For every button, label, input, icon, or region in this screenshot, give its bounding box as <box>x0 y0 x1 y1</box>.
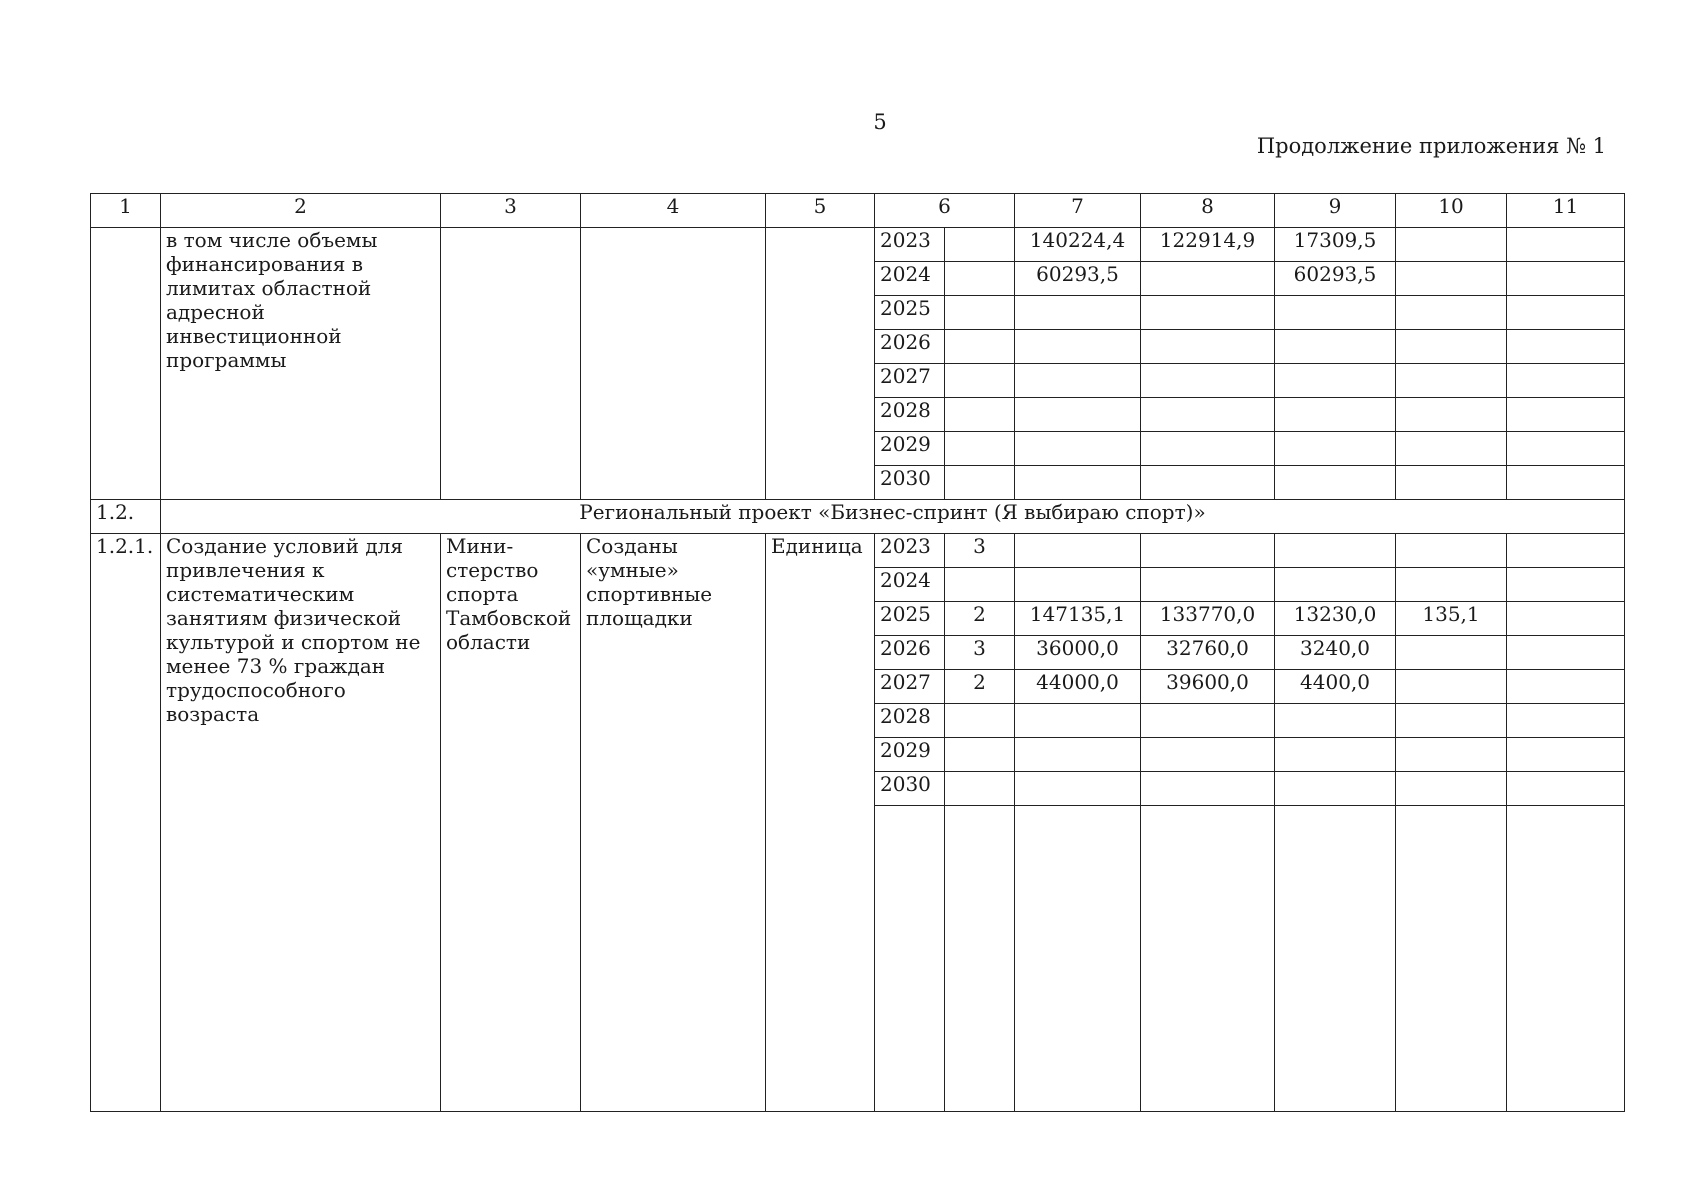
value-cell <box>1396 364 1507 398</box>
value-cell <box>1141 738 1275 772</box>
value-cell <box>1396 262 1507 296</box>
count-cell <box>945 568 1015 602</box>
value-cell <box>1507 568 1625 602</box>
count-cell <box>945 432 1015 466</box>
count-cell <box>945 228 1015 262</box>
value-cell: 140224,4 <box>1015 228 1141 262</box>
value-cell <box>1275 296 1396 330</box>
value-cell <box>1275 398 1396 432</box>
value-cell <box>1015 330 1141 364</box>
unit-cell: Единица <box>766 534 875 1112</box>
value-cell <box>1396 398 1507 432</box>
value-cell <box>1275 466 1396 500</box>
header-cell: 11 <box>1507 194 1625 228</box>
value-cell <box>1396 704 1507 738</box>
value-cell <box>1507 398 1625 432</box>
value-cell <box>1275 534 1396 568</box>
section-number: 1.2. <box>91 500 161 534</box>
year-cell: 2027 <box>875 364 945 398</box>
value-cell: 60293,5 <box>1015 262 1141 296</box>
header-cell: 10 <box>1396 194 1507 228</box>
value-cell <box>1141 772 1275 806</box>
value-cell <box>1396 772 1507 806</box>
count-cell: 3 <box>945 636 1015 670</box>
value-cell <box>1275 364 1396 398</box>
value-cell <box>1141 262 1275 296</box>
value-cell <box>1507 772 1625 806</box>
value-cell: 122914,9 <box>1141 228 1275 262</box>
value-cell <box>1015 296 1141 330</box>
header-cell: 7 <box>1015 194 1141 228</box>
value-cell <box>1396 296 1507 330</box>
value-cell <box>1141 296 1275 330</box>
value-cell <box>1396 806 1507 1112</box>
year-cell: 2024 <box>875 262 945 296</box>
count-cell <box>945 466 1015 500</box>
count-cell <box>945 738 1015 772</box>
year-cell: 2023 <box>875 228 945 262</box>
value-cell <box>1507 432 1625 466</box>
value-cell <box>1507 228 1625 262</box>
year-cell: 2028 <box>875 704 945 738</box>
value-cell <box>1015 806 1141 1112</box>
value-cell <box>1396 636 1507 670</box>
header-cell: 3 <box>441 194 581 228</box>
value-cell <box>1396 228 1507 262</box>
section-row <box>91 500 1625 534</box>
row-number-cell <box>91 228 161 500</box>
description-cell: в том числе объемы финансирования в лимитах областной адресной инвестиционной программы <box>161 228 441 500</box>
value-cell <box>1141 432 1275 466</box>
value-cell: 39600,0 <box>1141 670 1275 704</box>
header-cell: 1 <box>91 194 161 228</box>
value-cell <box>1015 772 1141 806</box>
value-cell <box>1396 432 1507 466</box>
value-cell: 133770,0 <box>1141 602 1275 636</box>
count-cell <box>945 806 1015 1112</box>
value-cell <box>1141 534 1275 568</box>
value-cell <box>1015 534 1141 568</box>
continuation-note: Продолжение приложения № 1 <box>1256 134 1606 158</box>
header-cell: 4 <box>581 194 766 228</box>
value-cell <box>1275 738 1396 772</box>
table-row <box>91 534 1625 568</box>
executor-cell <box>441 228 581 500</box>
count-cell: 3 <box>945 534 1015 568</box>
header-cell: 6 <box>875 194 1015 228</box>
count-cell <box>945 262 1015 296</box>
count-cell <box>945 398 1015 432</box>
year-cell: 2025 <box>875 296 945 330</box>
year-cell <box>875 806 945 1112</box>
count-cell: 2 <box>945 670 1015 704</box>
value-cell: 13230,0 <box>1275 602 1396 636</box>
value-cell <box>1507 738 1625 772</box>
value-cell <box>1396 670 1507 704</box>
year-cell: 2025 <box>875 602 945 636</box>
year-cell: 2026 <box>875 330 945 364</box>
header-cell: 9 <box>1275 194 1396 228</box>
unit-cell <box>766 228 875 500</box>
value-cell <box>1396 738 1507 772</box>
value-cell: 135,1 <box>1396 602 1507 636</box>
value-cell: 147135,1 <box>1015 602 1141 636</box>
value-cell: 17309,5 <box>1275 228 1396 262</box>
value-cell <box>1275 704 1396 738</box>
result-cell: Созданы «умные» спортивные площадки <box>581 534 766 1112</box>
count-cell <box>945 296 1015 330</box>
description-cell: Создание условий для привлечения к систематическим занятиям физической культурой и спортом не менее 73 % граждан трудоспособного возраста <box>161 534 441 1112</box>
value-cell <box>1275 432 1396 466</box>
value-cell <box>1141 806 1275 1112</box>
value-cell <box>1015 398 1141 432</box>
year-cell: 2028 <box>875 398 945 432</box>
value-cell <box>1275 806 1396 1112</box>
year-cell: 2023 <box>875 534 945 568</box>
value-cell <box>1141 398 1275 432</box>
year-cell: 2026 <box>875 636 945 670</box>
year-cell: 2029 <box>875 738 945 772</box>
value-cell <box>1015 704 1141 738</box>
value-cell <box>1015 364 1141 398</box>
value-cell: 32760,0 <box>1141 636 1275 670</box>
value-cell <box>1507 670 1625 704</box>
year-cell: 2024 <box>875 568 945 602</box>
value-cell <box>1507 704 1625 738</box>
count-cell: 2 <box>945 602 1015 636</box>
section-title: Региональный проект «Бизнес-спринт (Я выбираю спорт)» <box>161 500 1625 534</box>
value-cell <box>1507 602 1625 636</box>
value-cell <box>1507 330 1625 364</box>
count-cell <box>945 704 1015 738</box>
value-cell <box>1507 296 1625 330</box>
value-cell: 60293,5 <box>1275 262 1396 296</box>
value-cell <box>1141 364 1275 398</box>
value-cell <box>1507 534 1625 568</box>
header-row <box>91 194 1625 228</box>
value-cell <box>1015 738 1141 772</box>
count-cell <box>945 772 1015 806</box>
page-number: 5 <box>873 110 887 134</box>
value-cell <box>1507 364 1625 398</box>
year-cell: 2027 <box>875 670 945 704</box>
header-cell: 5 <box>766 194 875 228</box>
value-cell: 3240,0 <box>1275 636 1396 670</box>
header-cell: 2 <box>161 194 441 228</box>
value-cell <box>1141 330 1275 364</box>
value-cell <box>1396 534 1507 568</box>
value-cell <box>1275 568 1396 602</box>
value-cell <box>1396 330 1507 364</box>
value-cell <box>1015 568 1141 602</box>
value-cell <box>1275 772 1396 806</box>
result-cell <box>581 228 766 500</box>
table-row <box>91 228 1625 262</box>
value-cell <box>1141 704 1275 738</box>
value-cell <box>1141 466 1275 500</box>
value-cell: 44000,0 <box>1015 670 1141 704</box>
financing-table <box>90 193 1625 1112</box>
value-cell <box>1275 330 1396 364</box>
year-cell: 2030 <box>875 772 945 806</box>
value-cell: 36000,0 <box>1015 636 1141 670</box>
row-number-cell: 1.2.1. <box>91 534 161 1112</box>
value-cell <box>1507 636 1625 670</box>
value-cell <box>1141 568 1275 602</box>
value-cell <box>1015 432 1141 466</box>
value-cell: 4400,0 <box>1275 670 1396 704</box>
value-cell <box>1396 466 1507 500</box>
value-cell <box>1396 568 1507 602</box>
header-cell: 8 <box>1141 194 1275 228</box>
year-cell: 2030 <box>875 466 945 500</box>
value-cell <box>1507 466 1625 500</box>
year-cell: 2029 <box>875 432 945 466</box>
count-cell <box>945 364 1015 398</box>
executor-cell: Мини-стерство спорта Тамбовской области <box>441 534 581 1112</box>
count-cell <box>945 330 1015 364</box>
value-cell <box>1507 806 1625 1112</box>
value-cell <box>1015 466 1141 500</box>
value-cell <box>1507 262 1625 296</box>
